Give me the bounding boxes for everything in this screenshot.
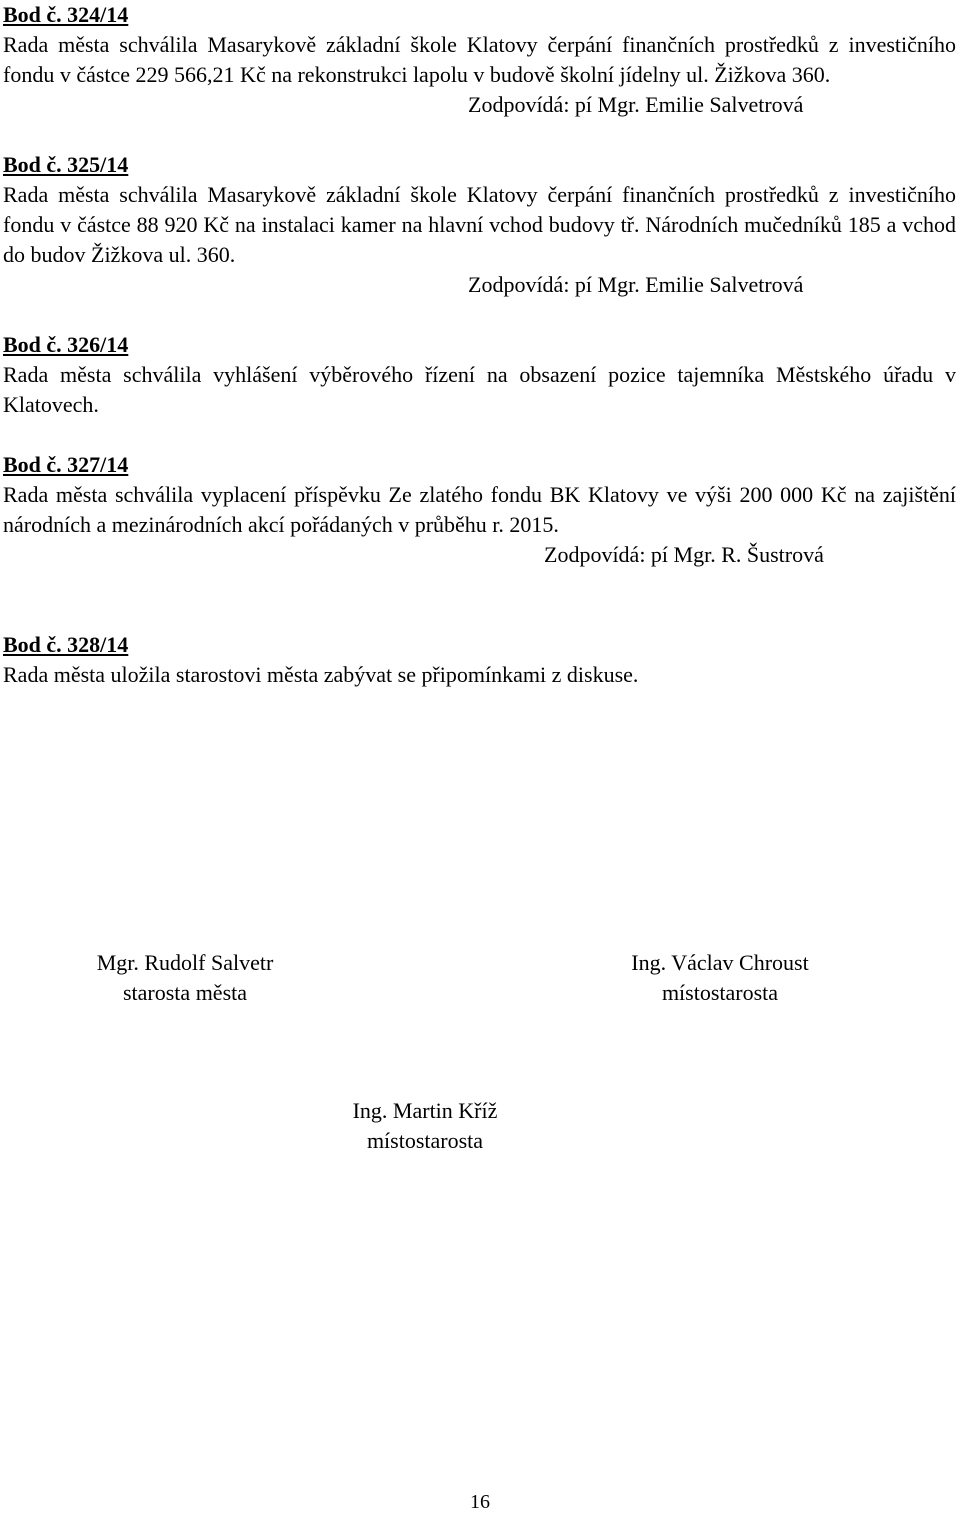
resolution-item-324 [3,0,956,120]
page-number: 16 [470,1491,490,1513]
signature-block-mayor [60,948,310,1008]
signatory-role: starosta města [122,980,248,1005]
resolution-item-328 [3,630,956,690]
responsible-person: Zodpovídá: pí Mgr. Emilie Salvetrová [468,92,804,117]
resolution-text: Rada města uložila starostovi města zabývat se připomínkami z diskuse. [3,662,639,687]
resolution-heading: Bod č. 328/14 [3,632,129,657]
resolution-item-325 [3,150,956,300]
resolution-heading: Bod č. 325/14 [3,152,129,177]
resolution-heading: Bod č. 327/14 [3,452,129,477]
signature-block-deputy-2 [300,1096,550,1156]
resolutions-list [3,0,956,690]
signature-block-deputy-1 [590,948,850,1008]
responsible-person: Zodpovídá: pí Mgr. Emilie Salvetrová [468,272,804,297]
resolution-item-326 [3,330,956,420]
signatory-name: Ing. Václav Chroust [631,950,809,975]
resolution-heading: Bod č. 324/14 [3,2,129,27]
signatory-name: Ing. Martin Kříž [352,1098,498,1123]
resolution-text: Rada města schválila vyhlášení výběrového řízení na obsazení pozice tajemníka Městského úřadu v Klatovech. [3,362,956,417]
resolution-heading: Bod č. 326/14 [3,332,129,357]
signatory-role: místostarosta [661,980,779,1005]
resolution-text: Rada města schválila Masarykově základní škole Klatovy čerpání finančních prostředků z investičního fondu v částce 229 566,21 Kč na rekonstrukci lapolu v budově školní jídelny ul. Žižkova 360. [3,32,956,87]
signatory-role: místostarosta [366,1128,484,1153]
resolution-item-327 [3,450,956,570]
resolution-text: Rada města schválila Masarykově základní škole Klatovy čerpání finančních prostředků z investičního fondu v částce 88 920 Kč na instalaci kamer na hlavní vchod budovy tř. Národních mučedníků 185 a vchod do budov Žižkova ul. 360. [3,182,956,267]
signatory-name: Mgr. Rudolf Salvetr [96,950,274,975]
responsible-person: Zodpovídá: pí Mgr. R. Šustrová [544,542,824,567]
resolution-text: Rada města schválila vyplacení příspěvku Ze zlatého fondu BK Klatovy ve výši 200 000 Kč na zajištění národních a mezinárodních akcí pořádaných v průběhu r. 2015. [3,482,956,537]
